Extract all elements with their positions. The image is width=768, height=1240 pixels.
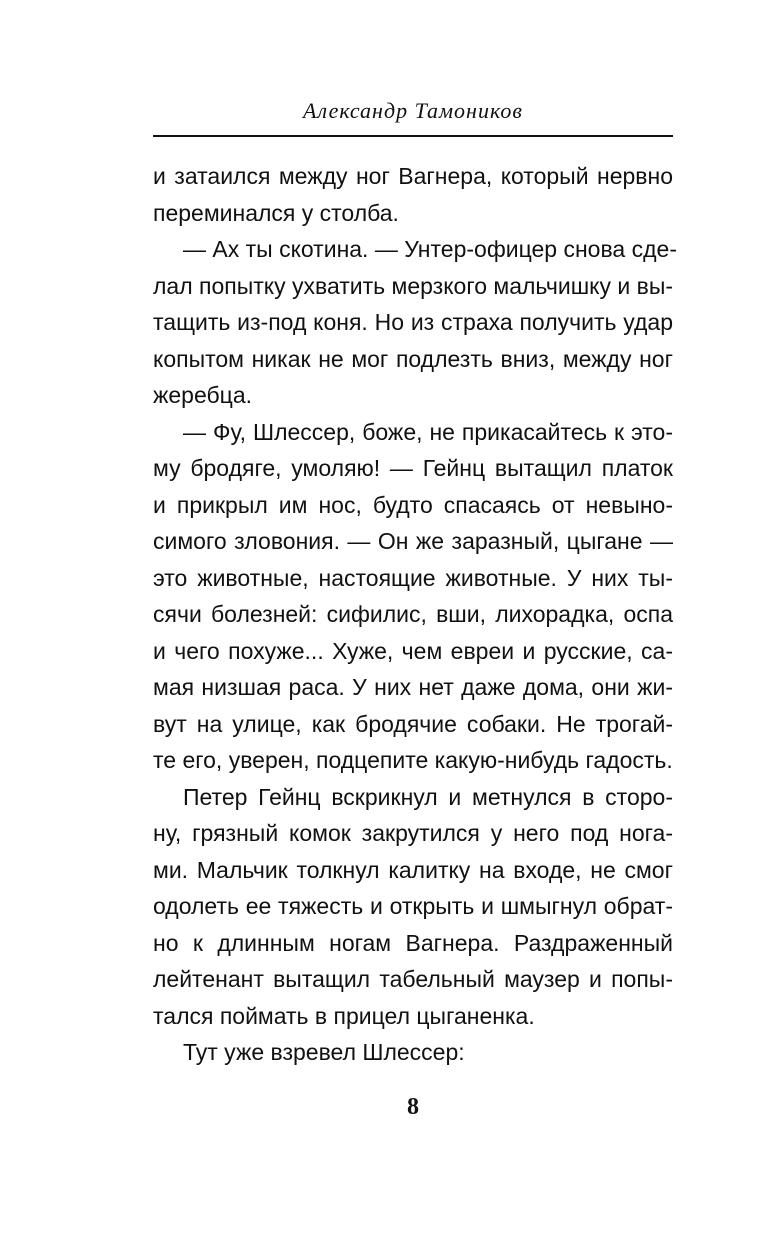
text-line: и затаился между ног Вагнера, который нервно	[153, 163, 673, 189]
text-line: симого зловония. — Он же заразный, цыгане —	[153, 528, 673, 554]
page-number: 8	[407, 1094, 419, 1120]
text-line: и чего похуже... Хуже, чем евреи и русские, са-	[153, 637, 673, 664]
text-line: но к длинным ногам Вагнера. Раздраженный	[153, 929, 673, 956]
text-line: — Фу, Шлессер, боже, не прикасайтесь к это-	[183, 418, 673, 445]
paragraph-1	[153, 158, 673, 231]
body-text	[153, 158, 677, 1071]
text-line: вут на улице, как бродячие собаки. Не трогай-	[153, 710, 673, 737]
paragraph-3	[153, 414, 673, 779]
text-line: одолеть ее тяжесть и открыть и шмыгнул обрат-	[153, 893, 673, 919]
text-line: му бродяге, умоляю! — Гейнц вытащил платок	[153, 455, 673, 481]
text-line: Тут уже взревел Шлессер:	[183, 1039, 465, 1065]
text-line: переминался у столба.	[153, 199, 399, 226]
text-line: сячи болезней: сифилис, вши, лихорадка, оспа	[153, 601, 673, 627]
text-line: это животные, настоящие животные. У них ты-	[153, 564, 673, 591]
paragraph-5	[153, 1034, 673, 1071]
text-line: лейтенант вытащил табельный маузер и попы-	[153, 966, 673, 992]
text-line: ну, грязный комок закрутился у него под нога-	[153, 820, 673, 846]
text-line: те его, уверен, подцепите какую-нибудь гадость.	[153, 747, 673, 773]
text-line: ми. Мальчик толкнул калитку на входе, не смог	[153, 856, 673, 883]
running-head-author: Александр Тамоников	[303, 98, 523, 123]
text-line: Петер Гейнц вскрикнул и метнулся в сторо-	[183, 783, 673, 810]
text-line: тащить из-под коня. Но из страха получить удар	[153, 309, 673, 335]
paragraph-4	[153, 779, 673, 1035]
text-line: мая низшая раса. У них нет даже дома, они жи-	[153, 674, 673, 700]
text-line: тался поймать в прицел цыганенка.	[153, 1002, 535, 1029]
text-line: лал попытку ухватить мерзкого мальчишку и вы-	[153, 272, 674, 299]
text-line: копытом никак не мог подлезть вниз, между ног	[153, 345, 673, 372]
text-line: и прикрыл им нос, будто спасаясь от невыно-	[153, 491, 673, 518]
header-rule	[153, 135, 673, 137]
text-line: — Ах ты скотина. — Унтер-офицер снова сде-	[183, 236, 677, 262]
text-line: жеребца.	[153, 382, 253, 408]
paragraph-2	[153, 231, 677, 414]
